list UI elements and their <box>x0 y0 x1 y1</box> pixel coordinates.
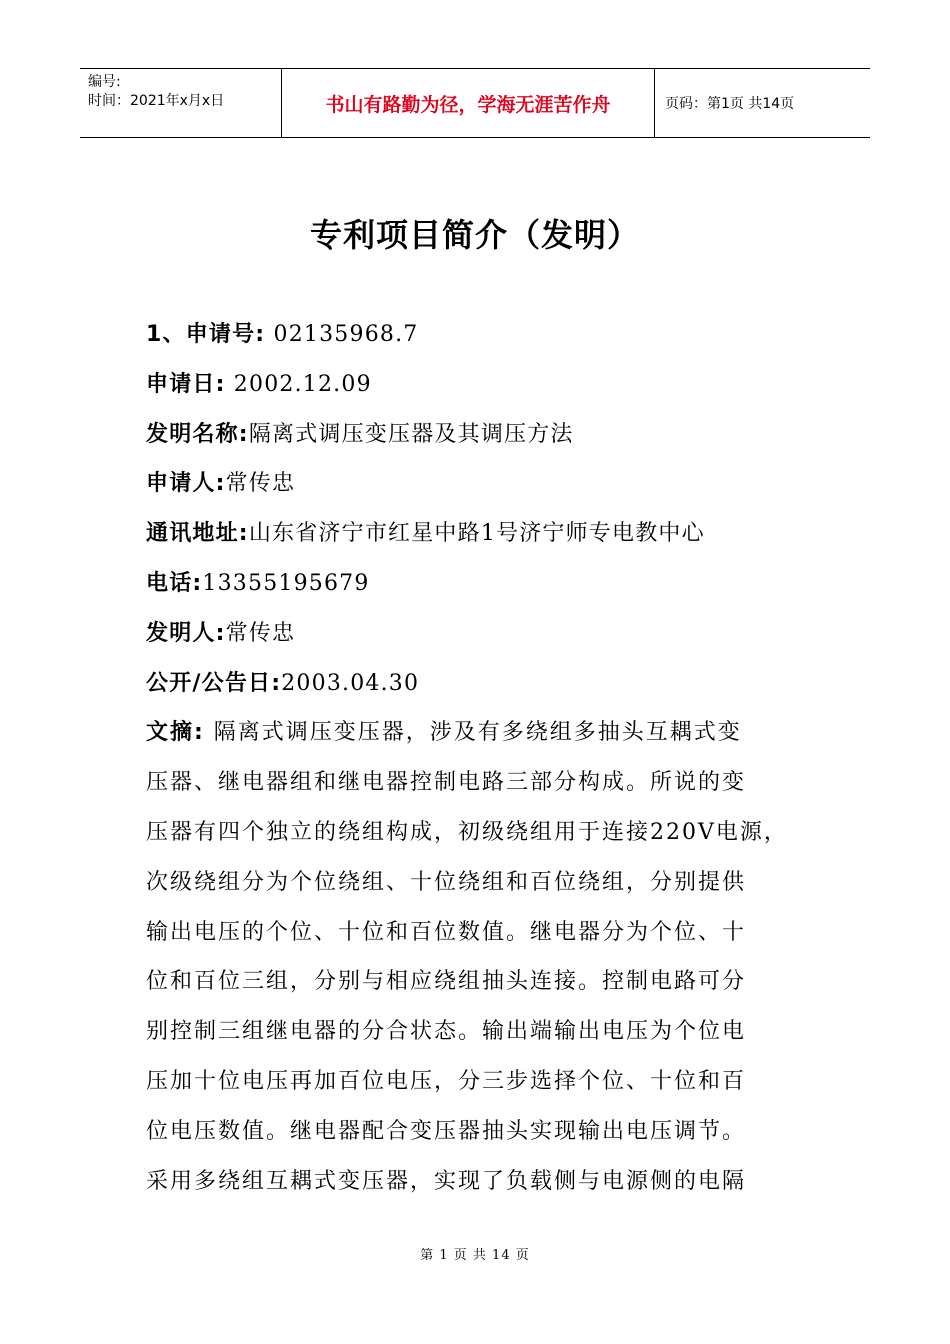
abstract-line <box>146 708 816 758</box>
field-value: 2002.12.09 <box>225 371 372 397</box>
abstract-line: 别控制三组继电器的分合状态。输出端输出电压为个位电 <box>146 1019 747 1045</box>
abstract-line: 压器有四个独立的绕组构成，初级绕组用于连接220V电源， <box>146 819 788 845</box>
abstract-line: 位电压数值。继电器配合变压器抽头实现输出电压调节。 <box>146 1118 747 1144</box>
abstract-text: 隔离式调压变压器，涉及有多绕组多抽头互耦式变 <box>204 720 742 746</box>
abstract-line: 采用多绕组互耦式变压器，实现了负载侧与电源侧的电隔 <box>146 1168 747 1194</box>
field-label: 申请日: <box>146 371 226 397</box>
field-value: 常传忠 <box>225 471 296 497</box>
field-invention-name <box>146 410 816 460</box>
field-value: 隔离式调压变压器及其调压方法 <box>248 421 574 447</box>
header-page-info: 页码：第1页 共14页 <box>665 96 795 112</box>
field-inventor <box>146 609 816 659</box>
field-address <box>146 509 816 559</box>
abstract-line: 压加十位电压再加百位电压，分三步选择个位、十位和百 <box>146 1068 747 1094</box>
field-applicant <box>146 459 816 509</box>
document-title: 专利项目简介（发明） <box>309 216 640 254</box>
field-publication-date <box>146 659 816 709</box>
field-label: 申请人: <box>146 471 226 497</box>
time-label: 时间：2021年x月x日 <box>88 93 225 109</box>
field-label: 通讯地址: <box>146 521 249 547</box>
page-footer: 第 1 页 共 14 页 <box>420 1248 530 1263</box>
field-value: 13355195679 <box>202 570 370 596</box>
field-application-number <box>146 310 816 360</box>
field-value: 2003.04.30 <box>281 670 420 696</box>
header-meta <box>80 69 282 137</box>
field-phone <box>146 559 816 609</box>
abstract-label: 文摘: <box>146 720 205 746</box>
abstract-line: 压器、继电器组和继电器控制电路三部分构成。所说的变 <box>146 770 747 796</box>
field-label: 发明人: <box>146 620 226 646</box>
field-label: 发明名称: <box>146 421 249 447</box>
abstract-line: 次级绕组分为个位绕组、十位绕组和百位绕组，分别提供 <box>146 869 747 895</box>
abstract-line: 输出电压的个位、十位和百位数值。继电器分为个位、十 <box>146 919 747 945</box>
field-value: 常传忠 <box>225 620 296 646</box>
field-value: 02135968.7 <box>265 322 419 347</box>
document-body <box>146 310 816 1206</box>
field-label: 1、申请号: <box>146 322 266 347</box>
number-label: 编号: <box>88 74 121 90</box>
field-value: 山东省济宁市红星中路1号济宁师专电教中心 <box>248 521 705 547</box>
field-label: 公开/公告日: <box>146 670 282 696</box>
header-motto: 书山有路勤为径，学海无涯苦作舟 <box>282 69 655 137</box>
field-label: 电话: <box>146 570 203 596</box>
field-application-date <box>146 360 816 410</box>
page-header <box>80 68 870 138</box>
abstract-line: 位和百位三组，分别与相应绕组抽头连接。控制电路可分 <box>146 969 747 995</box>
